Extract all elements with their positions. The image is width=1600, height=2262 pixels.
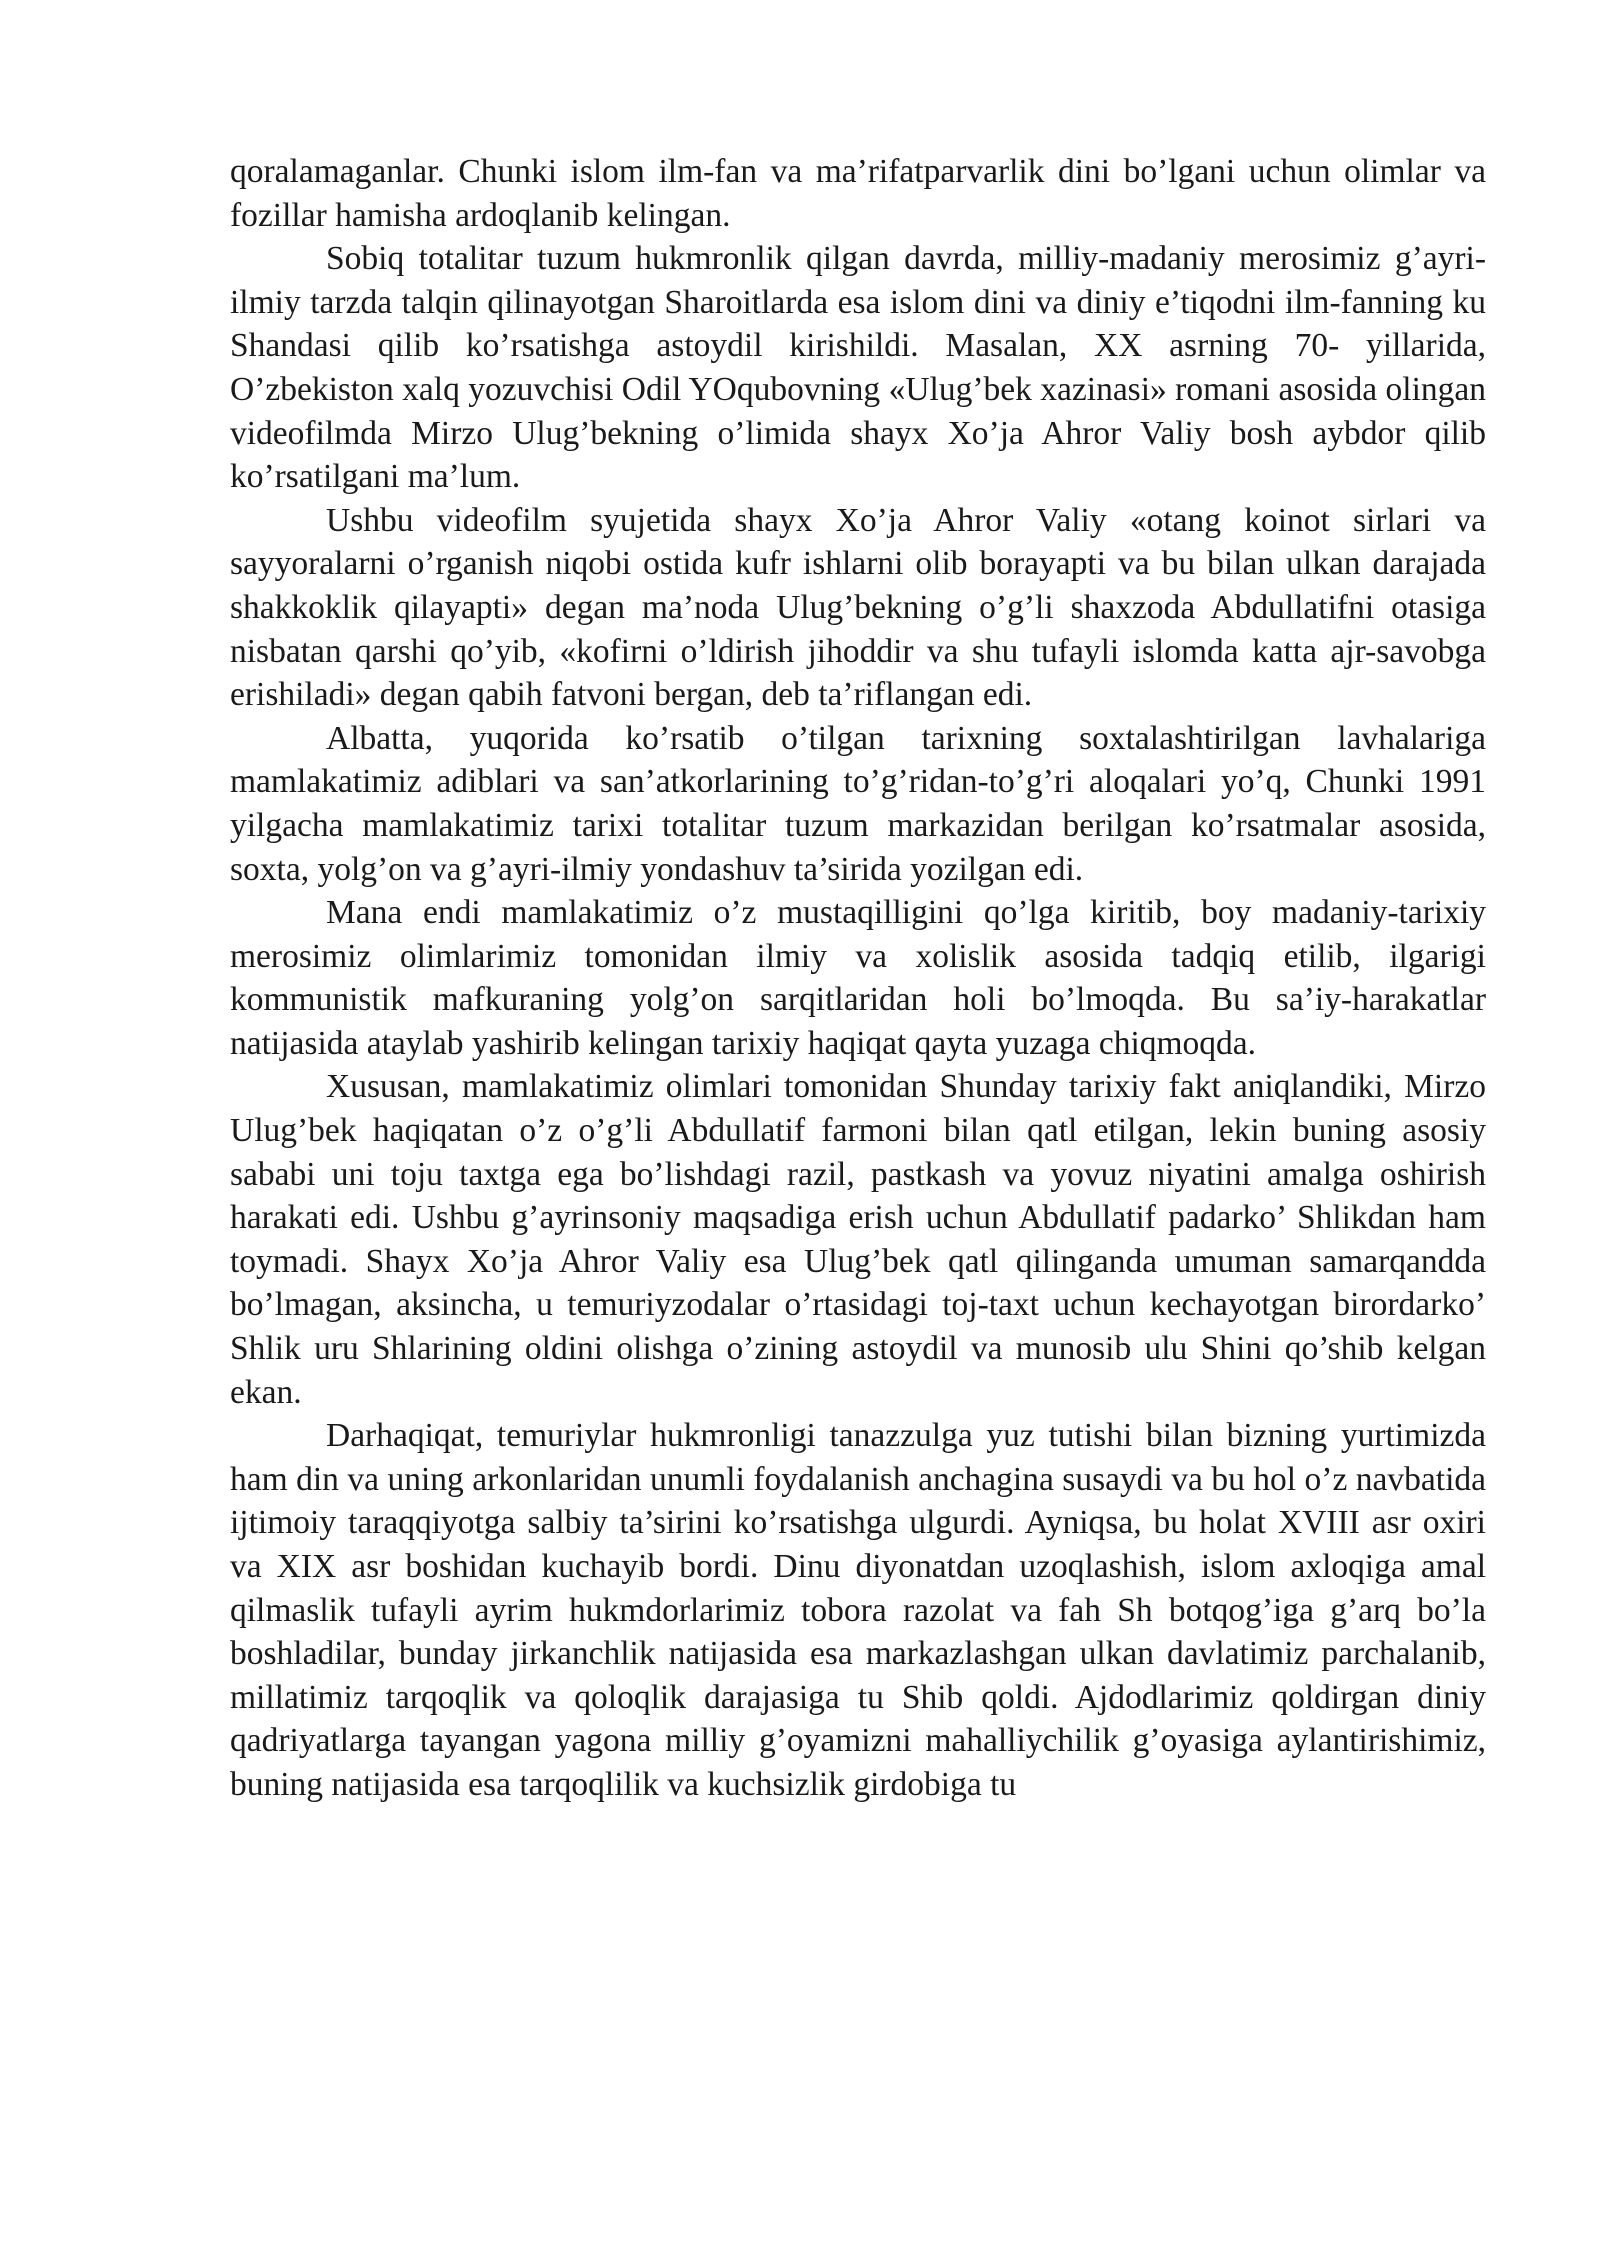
- document-body: [230, 150, 1486, 1807]
- paragraph-6: Xususan, mamlakatimiz olimlari tomonidan Shunday tarixiy fakt aniqlandiki, Mirzo Ulug’bek haqiqatan o’z o’g’li Abdullatif farmoni bilan qatl etilgan, lekin buning asosiy sababi uni toju taxtga ega bo’lishdagi razil, pastkash va yovuz niyatini amalga oshirish harakati edi. Ushbu g’ayrinsoniy maqsadiga erish uchun Abdullatif padarko’ Shlikdan ham toymadi. Shayx Xo’ja Ahror Valiy esa Ulug’bek qatl qilinganda umuman samarqandda bo’lmagan, aksincha, u temuriyzodalar o’rtasidagi toj-taxt uchun kechayotgan birordarko’ Shlik uru Shlarining oldini olishga o’zining astoydil va munosib ulu Shini qo’shib kelgan ekan.: [230, 1068, 1486, 1411]
- paragraph-2: Sobiq totalitar tuzum hukmronlik qilgan davrda, milliy-madaniy merosimiz g’ayri-ilmiy tarzda talqin qilinayotgan Sharoitlarda esa islom dini va diniy e’tiqodni ilm-fanning ku Shandasi qilib ko’rsatishga astoydil kirishildi. Masalan, XX asrning 70- yillarida, O’zbekiston xalq yozuvchisi Odil YOqubovning «Ulug’bek xazinasi» romani asosida olingan videofilmda Mirzo Ulug’bekning o’limida shayx Xo’ja Ahror Valiy bosh aybdor qilib ko’rsatilgani ma’lum.: [230, 240, 1486, 496]
- paragraph-1: qoralamaganlar. Chunki islom ilm-fan va ma’rifatparvarlik dini bo’lgani uchun olimlar va fozillar hamisha ardoqlanib kelingan.: [230, 153, 1486, 234]
- paragraph-3: Ushbu videofilm syujetida shayx Xo’ja Ahror Valiy «otang koinot sirlari va sayyoralarni o’rganish niqobi ostida kufr ishlarni olib borayapti va bu bilan ulkan darajada shakkoklik qilayapti» degan ma’noda Ulug’bekning o’g’li shaxzoda Abdullatifni otasiga nisbatan qarshi qo’yib, «kofirni o’ldirish jihoddir va shu tufayli islomda katta ajr-savobga erishiladi» degan qabih fatvoni bergan, deb ta’riflangan edi.: [230, 501, 1486, 714]
- paragraph-5: Mana endi mamlakatimiz o’z mustaqilligini qo’lga kiritib, boy madaniy-tarixiy merosimiz olimlarimiz tomonidan ilmiy va xolislik asosida tadqiq etilib, ilgarigi kommunistik mafkuraning yolg’on sarqitlaridan holi bo’lmoqda. Bu sa’iy-harakatlar natijasida ataylab yashirib kelingan tarixiy haqiqat qayta yuzaga chiqmoqda.: [230, 894, 1486, 1062]
- paragraph-7: Darhaqiqat, temuriylar hukmronligi tanazzulga yuz tutishi bilan bizning yurtimizda ham din va uning arkonlaridan unumli foydalanish anchagina susaydi va bu hol o’z navbatida ijtimoiy taraqqiyotga salbiy ta’sirini ko’rsatishga ulgurdi. Ayniqsa, bu holat XVIII asr oxiri va XIX asr boshidan kuchayib bordi. Dinu diyonatdan uzoqlashish, islom axloqiga amal qilmaslik tufayli ayrim hukmdorlarimiz tobora razolat va fah Sh botqog’iga g’arq bo’la boshladilar, bunday jirkanchlik natijasida esa markazlashgan ulkan davlatimiz parchalanib, millatimiz tarqoqlik va qoloqlik darajasiga tu Shib qoldi. Ajdodlarimiz qoldirgan diniy qadriyatlarga tayangan yagona milliy g’oyamizni mahalliychilik g’oyasiga aylantirishimiz, buning natijasida esa tarqoqlilik va kuchsizlik girdobiga tu: [230, 1417, 1486, 1803]
- paragraph-4: Albatta, yuqorida ko’rsatib o’tilgan tarixning soxtalashtirilgan lavhalariga mamlakatimiz adiblari va san’atkorlarining to’g’ridan-to’g’ri aloqalari yo’q, Chunki 1991 yilgacha mamlakatimiz tarixi totalitar tuzum markazidan berilgan ko’rsatmalar asosida, soxta, yolg’on va g’ayri-ilmiy yondashuv ta’sirida yozilgan edi.: [230, 719, 1486, 888]
